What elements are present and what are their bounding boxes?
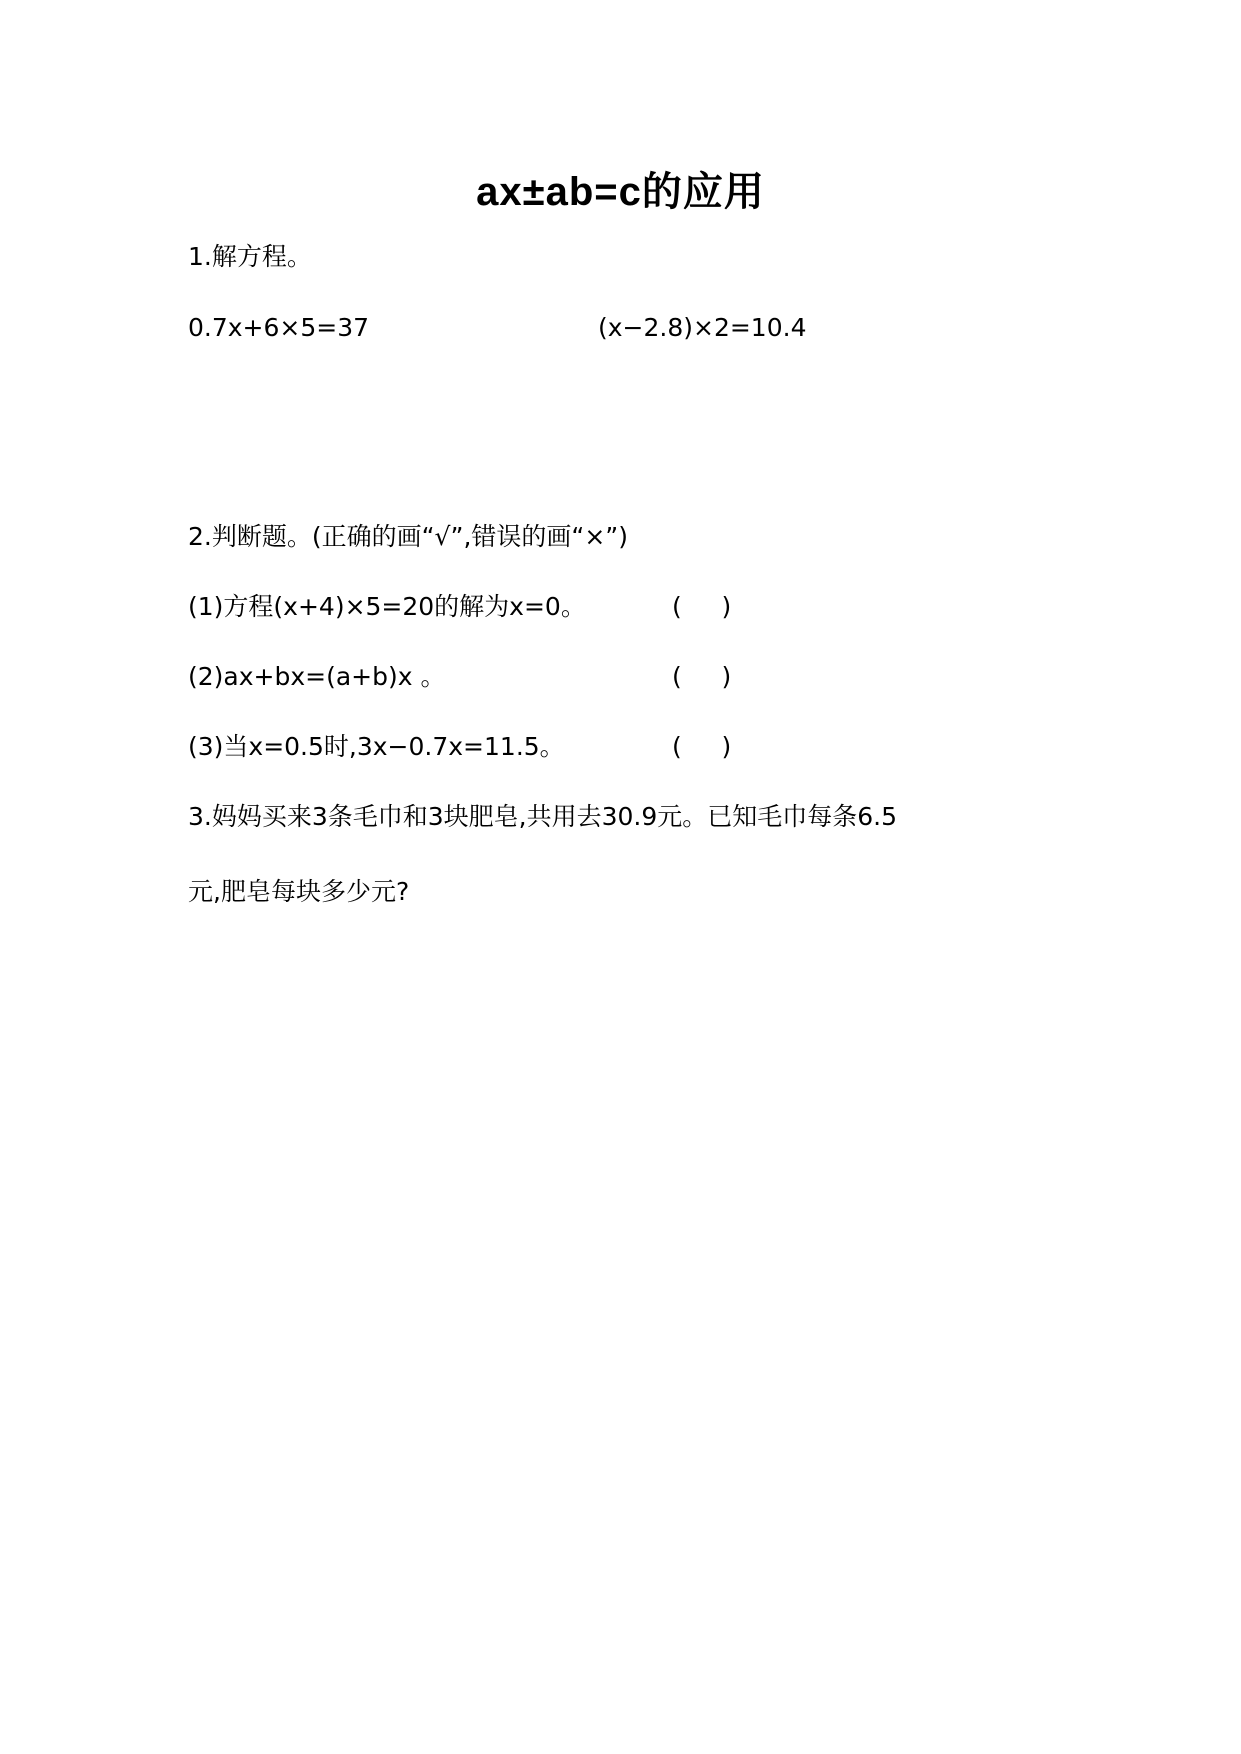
answer-box-1[interactable]: ( ) (672, 592, 732, 621)
judgment-item-2: (2)ax+bx=(a+b)x 。 (188, 662, 446, 691)
question-3-line-1: 3.妈妈买来3条毛巾和3块肥皂,共用去30.9元。已知毛巾每条6.5 (188, 802, 898, 831)
equation-2: (x−2.8)×2=10.4 (598, 313, 807, 342)
equation-1: 0.7x+6×5=37 (188, 313, 370, 342)
page-title: ax±ab=c的应用 (476, 170, 765, 214)
answer-box-2[interactable]: ( ) (672, 662, 732, 691)
question-1-heading: 1.解方程。 (188, 242, 312, 271)
judgment-item-3: (3)当x=0.5时,3x−0.7x=11.5。 (188, 732, 565, 761)
question-2-heading: 2.判断题。(正确的画“√”,错误的画“×”) (188, 522, 628, 551)
judgment-item-1: (1)方程(x+4)×5=20的解为x=0。 (188, 592, 586, 621)
answer-box-3[interactable]: ( ) (672, 732, 732, 761)
question-3-line-2: 元,肥皂每块多少元? (188, 877, 410, 906)
